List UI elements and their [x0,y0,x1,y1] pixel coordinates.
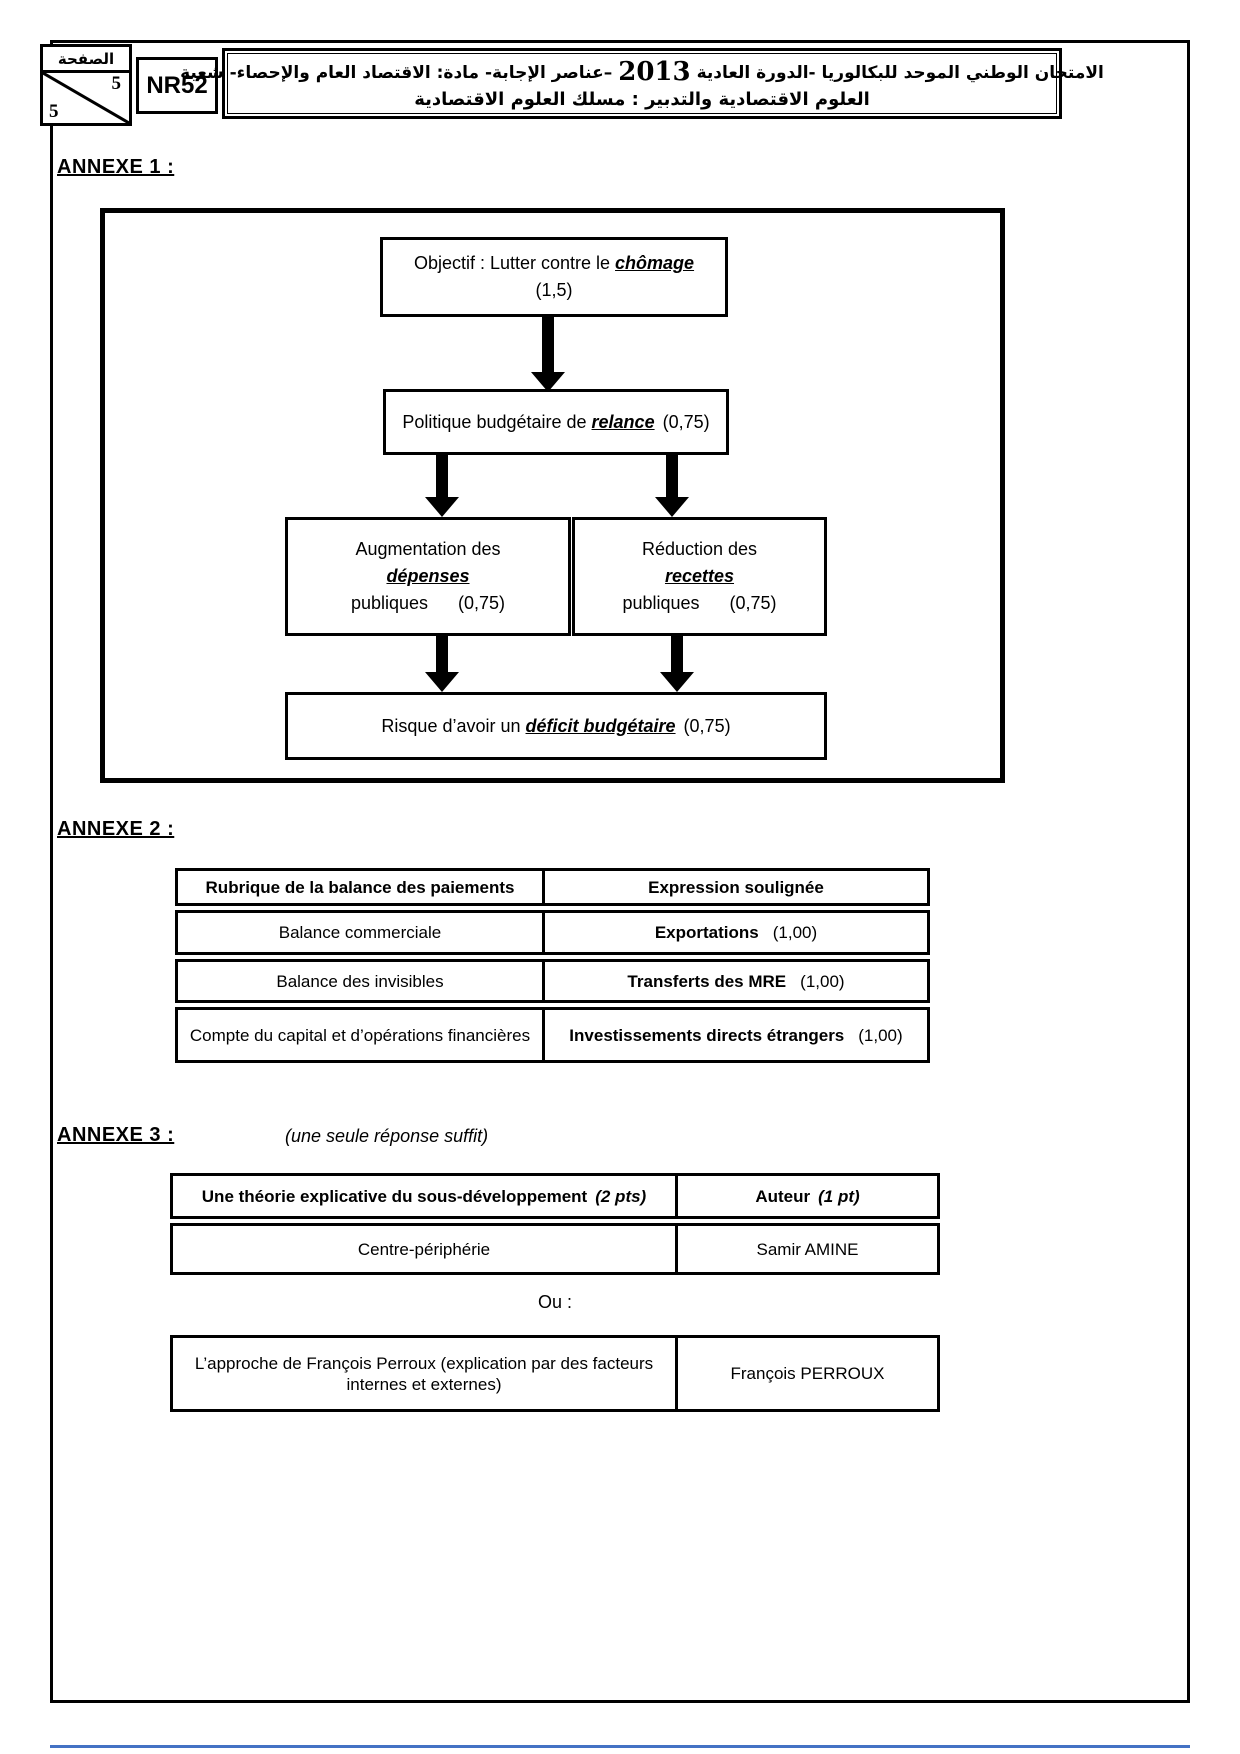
politique-text: Politique budgétaire de [402,411,592,432]
auteur-header-text: Auteur [755,1186,811,1206]
auteur-header-score: (1 pt) [818,1186,860,1206]
risque-line [381,713,730,740]
expression-term: Transferts des MRE [627,971,787,991]
footer-rule [50,1745,1190,1748]
arrow-stem [436,636,448,672]
arrow-down-icon [531,317,565,392]
augmentation-line1: Augmentation des [355,539,501,559]
page-number-box [40,44,132,126]
arrow-stem [666,455,678,497]
risque-score: (0,75) [683,715,731,736]
arrow-down-icon [660,636,694,692]
flow-box-reduction [572,517,827,636]
exam-title-line1 [180,56,1104,89]
title-segment-left: –عناصر الإجابة- مادة: الاقتصاد العام والإحصاء- شعبة [180,62,613,83]
arrow-head [655,497,689,517]
annexe3-table1 [170,1173,940,1275]
annexe2-expression [542,959,930,1003]
arrow-head [425,672,459,692]
objectif-emphasis: chômage [615,253,695,273]
annexe3-auteur: François PERROUX [675,1335,940,1412]
reduction-word: publiques [622,593,700,613]
annexe3-theorie: L’approche de François Perroux (explication par des facteurs internes et externes) [170,1335,678,1412]
augmentation-score: (0,75) [458,593,506,613]
flow-box-objectif [380,237,728,317]
reduction-emphasis: recettes [664,566,735,586]
expression-score: (1,00) [772,923,818,942]
expression-term: Exportations [654,923,759,942]
expression-score: (1,00) [858,1025,903,1045]
theorie-header-text: Une théorie explicative du sous-développement [201,1186,588,1206]
annexe2-rubrique: Balance commerciale [175,910,545,955]
exam-title-line2: العلوم الاقتصادية والتدبير : مسلك العلوم الاقتصادية [414,89,870,111]
annexe3-heading: ANNEXE 3 : [57,1124,175,1146]
risque-emphasis: déficit budgétaire [525,715,676,736]
expression-term: Investissements directs étrangers [569,1025,845,1045]
or-separator: Ou : [537,1292,572,1312]
annexe3-row [170,1335,940,1412]
augmentation-word: publiques [350,593,429,613]
annexe3-col2-header [675,1173,940,1219]
annexe2-table [175,868,930,1063]
flow-box-politique-line [402,409,709,436]
reduction-score: (0,75) [729,593,777,613]
flow-box-augmentation [285,517,571,636]
annexe2-row [175,910,930,955]
flow-box-politique [383,389,729,455]
exam-title-inner [180,53,1104,114]
annexe1-heading: ANNEXE 1 : [57,156,175,178]
page-current-number: 5 [111,73,121,94]
flow-box-risque [285,692,827,760]
augmentation-emphasis: dépenses [386,566,470,586]
arrow-down-icon [425,636,459,692]
annexe2-expression [542,1007,930,1063]
annexe2-expression [542,910,930,955]
annexe2-col2-header: Expression soulignée [542,868,930,906]
arrow-down-icon [425,455,459,517]
arrow-down-icon [655,455,689,517]
flow-box-objectif-line1 [414,250,694,277]
annexe3-row [170,1223,940,1275]
annexe3-header-row [170,1173,940,1219]
politique-emphasis: relance [591,411,655,432]
page-number-label: الصفحة [43,47,129,73]
politique-score: (0,75) [662,411,710,432]
reduction-line3 [622,590,776,617]
annexe3-theorie: Centre-périphérie [170,1223,678,1275]
annexe2-rubrique: Compte du capital et d’opérations financières [175,1007,545,1063]
arrow-stem [671,636,683,672]
arrow-stem [436,455,448,497]
annexe3-auteur: Samir AMINE [675,1223,940,1275]
expression-score: (1,00) [800,971,845,991]
annexe1-flowchart [100,208,1005,783]
exam-year: 2013 [618,56,691,87]
annexe3-col1-header [170,1173,678,1219]
annexe2-col1-header: Rubrique de la balance des paiements [175,868,545,906]
arrow-head [425,497,459,517]
annexe2-rubrique: Balance des invisibles [175,959,545,1003]
augmentation-line3 [351,590,505,617]
annexe3-table2 [170,1335,940,1412]
objectif-score: (1,5) [535,280,573,300]
reduction-line1: Réduction des [641,539,758,559]
page-total-number: 5 [49,101,59,122]
arrow-head [660,672,694,692]
annexe2-heading: ANNEXE 2 : [57,818,175,840]
annexe2-row [175,1007,930,1063]
annexe2-row [175,959,930,1003]
theorie-header-score: (2 pts) [595,1186,647,1206]
title-segment-right: الامتحان الوطني الموحد للبكالوريا -الدورة العادية [696,62,1104,83]
risque-text: Risque d’avoir un [381,715,526,736]
exam-code-box: NR52 [136,57,218,114]
annexe3-note: (une seule réponse suffit) [285,1126,489,1146]
objectif-text: Objectif : Lutter contre le [413,253,616,273]
exam-title-box [180,48,1104,119]
arrow-stem [542,317,554,372]
annexe2-header-row [175,868,930,906]
page-number-fraction [43,73,129,123]
